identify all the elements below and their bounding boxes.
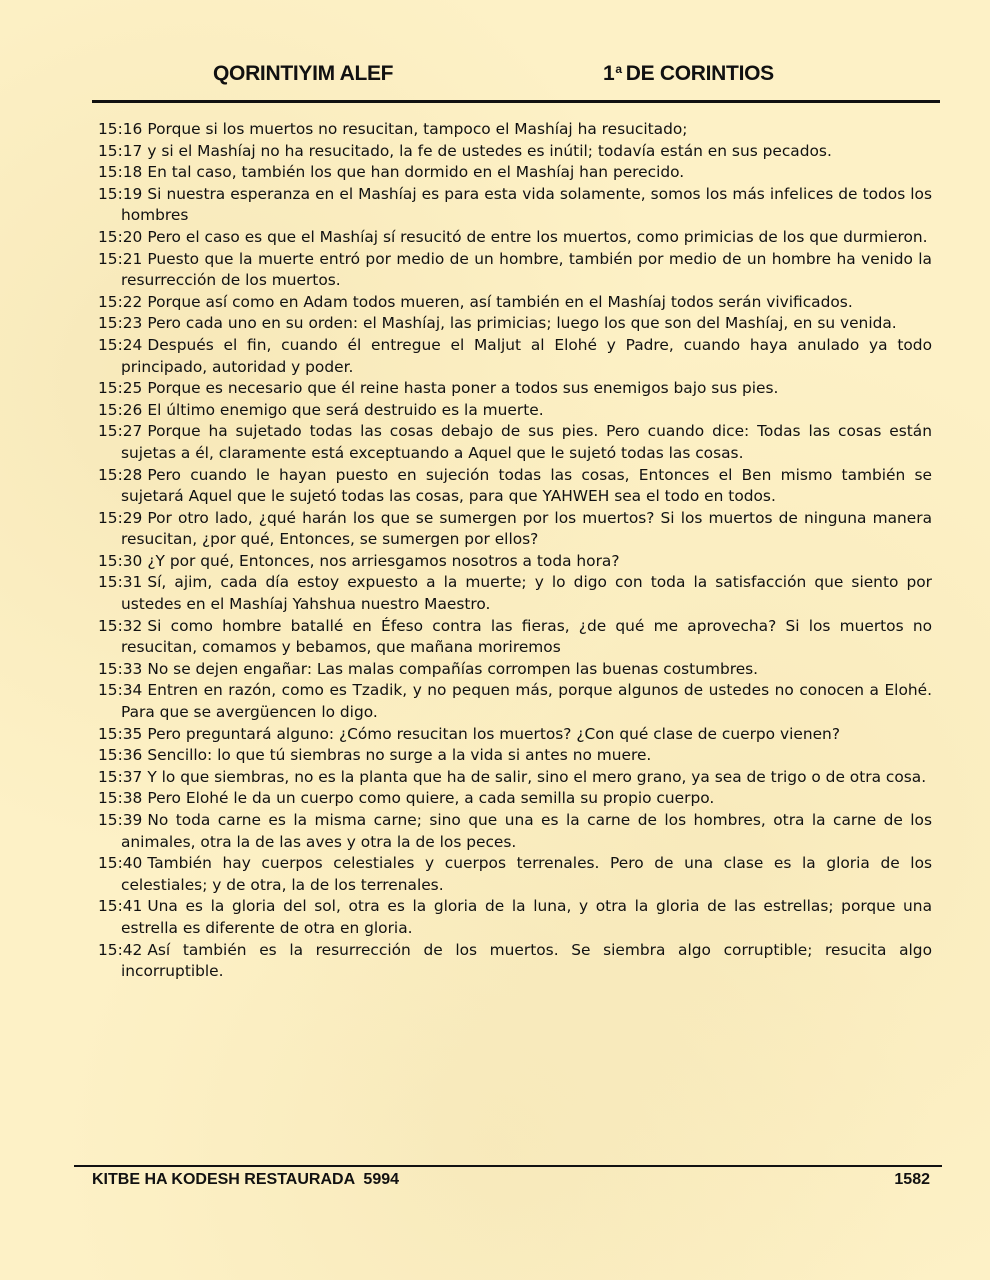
verse [98,572,932,615]
verse-text: Si nuestra esperanza en el Mashíaj es para esta vida solamente, somos los más infelices de todos los hombres [121,184,932,225]
verse-text: El último enemigo que será destruido es la muerte. [147,400,544,419]
verse-reference: 15:21 [98,249,143,268]
footer-divider [74,1165,942,1167]
verse-text: En tal caso, también los que han dormido en el Mashíaj han perecido. [147,163,685,182]
verse [98,292,932,314]
verse-reference: 15:24 [98,335,143,354]
verse-reference: 15:39 [98,811,143,829]
verse-reference: 15:20 [98,227,143,246]
verse-reference: 15:42 [98,940,143,959]
verse-reference: 15:28 [98,465,143,484]
verse-reference: 15:36 [98,746,143,765]
verse [98,119,932,141]
verse [98,896,932,939]
book-ordinal: a [615,62,622,76]
verse [98,400,932,422]
verse-text: También hay cuerpos celestiales y cuerpos terrenales. Pero de una clase es la gloria de los celestiales; y de otra, la de los terrenales. [121,854,932,894]
verse [98,184,932,227]
verse [98,788,932,810]
verse-reference: 15:38 [98,789,143,808]
verse-text: Pero Elohé le da un cuerpo como quiere, a cada semilla su propio cuerpo. [147,789,715,808]
verse [98,421,932,464]
verse [98,659,932,681]
verse [98,940,932,983]
verse-reference: 15:33 [98,659,143,678]
verse-text: Puesto que la muerte entró por medio de un hombre, también por medio de un hombre ha venido la resurrección de los muertos. [121,249,932,290]
verse [98,141,932,163]
verse-reference: 15:32 [98,616,143,635]
verse [98,378,932,400]
verse-reference: 15:41 [98,897,143,916]
verse [98,465,932,508]
verse-list [98,119,932,1159]
verse [98,616,932,659]
verse-text: Y lo que siembras, no es la planta que ha de salir, sino el mero grano, ya sea de trigo o de otra cosa. [147,767,927,786]
verse-reference: 15:23 [98,314,143,333]
verse-text: Por otro lado, ¿qué harán los que se sumergen por los muertos? Si los muertos de ninguna manera resucitan, ¿por qué, Entonces, se sumergen por ellos? [121,508,932,549]
verse [98,162,932,184]
verse-text: No toda carne es la misma carne; sino que una es la carne de los hombres, otra la carne de los animales, otra la de las aves y otra la de los peces. [121,811,932,851]
page-number: 1582 [894,1171,930,1188]
verse-text: No se dejen engañar: Las malas compañías corrompen las buenas costumbres. [147,659,759,678]
verse [98,508,932,551]
verse-reference: 15:25 [98,379,143,398]
verse-text: Así también es la resurrección de los muertos. Se siembra algo corruptible; resucita algo incorruptible. [121,940,932,981]
verse [98,335,932,378]
verse-reference: 15:34 [98,681,143,700]
verse-text: Una es la gloria del sol, otra es la gloria de la luna, y otra la gloria de las estrellas; porque una estrella es diferente de otra en gloria. [121,897,932,937]
verse-reference: 15:16 [98,120,143,138]
verse-reference: 15:31 [98,573,143,592]
verse-text: Sí, ajim, cada día estoy expuesto a la muerte; y lo digo con toda la satisfacción que siento por ustedes en el Mashíaj Yahshua nuestro Maestro. [121,573,932,614]
book-number: 1 [603,62,615,85]
verse-text: Porque es necesario que él reine hasta poner a todos sus enemigos bajo sus pies. [147,379,779,398]
verse-reference: 15:26 [98,400,143,419]
book-title-hebrew: QORINTIYIM ALEF [213,62,394,85]
verse-text: Pero el caso es que el Mashíaj sí resucitó de entre los muertos, como primicias de los que durmieron. [147,227,928,246]
verse-text: Entren en razón, como es Tzadik, y no pequen más, porque algunos de ustedes no conocen a Elohé. Para que se avergüencen lo digo. [121,681,932,722]
verse-text: Después el fin, cuando él entregue el Maljut al Elohé y Padre, cuando haya anulado ya todo principado, autoridad y poder. [121,335,932,376]
book-title-spanish-text: DE CORINTIOS [625,62,774,85]
verse-text: Pero preguntará alguno: ¿Cómo resucitan los muertos? ¿Con qué clase de cuerpo vienen? [147,724,840,743]
verse-reference: 15:19 [98,184,143,203]
verse [98,810,932,853]
verse-text: ¿Y por qué, Entonces, nos arriesgamos nosotros a toda hora? [147,551,620,570]
verse-reference: 15:18 [98,163,143,182]
verse [98,767,932,789]
verse [98,853,932,896]
verse-text: Porque ha sujetado todas las cosas debajo de sus pies. Pero cuando dice: Todas las cosas están sujetas a él, claramente está exceptuando a Aquel que le sujetó todas las cosas. [121,422,932,462]
verse-text: Porque así como en Adam todos mueren, así también en el Mashíaj todos serán vivificados. [147,292,853,311]
verse [98,313,932,335]
verse-reference: 15:17 [98,141,143,160]
verse-text: Pero cuando le hayan puesto en sujeción todas las cosas, Entonces el Ben mismo también se sujetará Aquel que le sujetó todas las cosas, para que YAHWEH sea el todo en todos. [121,465,932,506]
verse-text: Porque si los muertos no resucitan, tampoco el Mashíaj ha resucitado; [147,120,688,138]
verse [98,227,932,249]
verse [98,551,932,573]
verse-reference: 15:27 [98,422,143,441]
verse-text: Sencillo: lo que tú siembras no surge a la vida si antes no muere. [147,746,652,765]
verse [98,745,932,767]
verse-reference: 15:37 [98,767,143,786]
verse [98,724,932,746]
verse-reference: 15:29 [98,508,143,527]
header-divider [92,100,940,103]
verse-reference: 15:22 [98,292,143,311]
verse [98,249,932,292]
verse-text: Pero cada uno en su orden: el Mashíaj, las primicias; luego los que son del Mashíaj, en su venida. [147,314,897,333]
verse-reference: 15:35 [98,724,143,743]
verse-text: Si como hombre batallé en Éfeso contra las fieras, ¿de qué me aprovecha? Si los muertos no resucitan, comamos y bebamos, que mañana moriremos [121,616,932,657]
verse-reference: 15:30 [98,551,143,570]
verse [98,680,932,723]
book-title-spanish [603,62,774,86]
bible-edition-title [92,1171,399,1189]
verse-text: y si el Mashíaj no ha resucitado, la fe de ustedes es inútil; todavía están en sus pecados. [147,141,832,160]
bible-edition-title-text: KITBE HA KODESH RESTAURADA 5994 [92,1171,400,1188]
verse-reference: 15:40 [98,854,143,873]
